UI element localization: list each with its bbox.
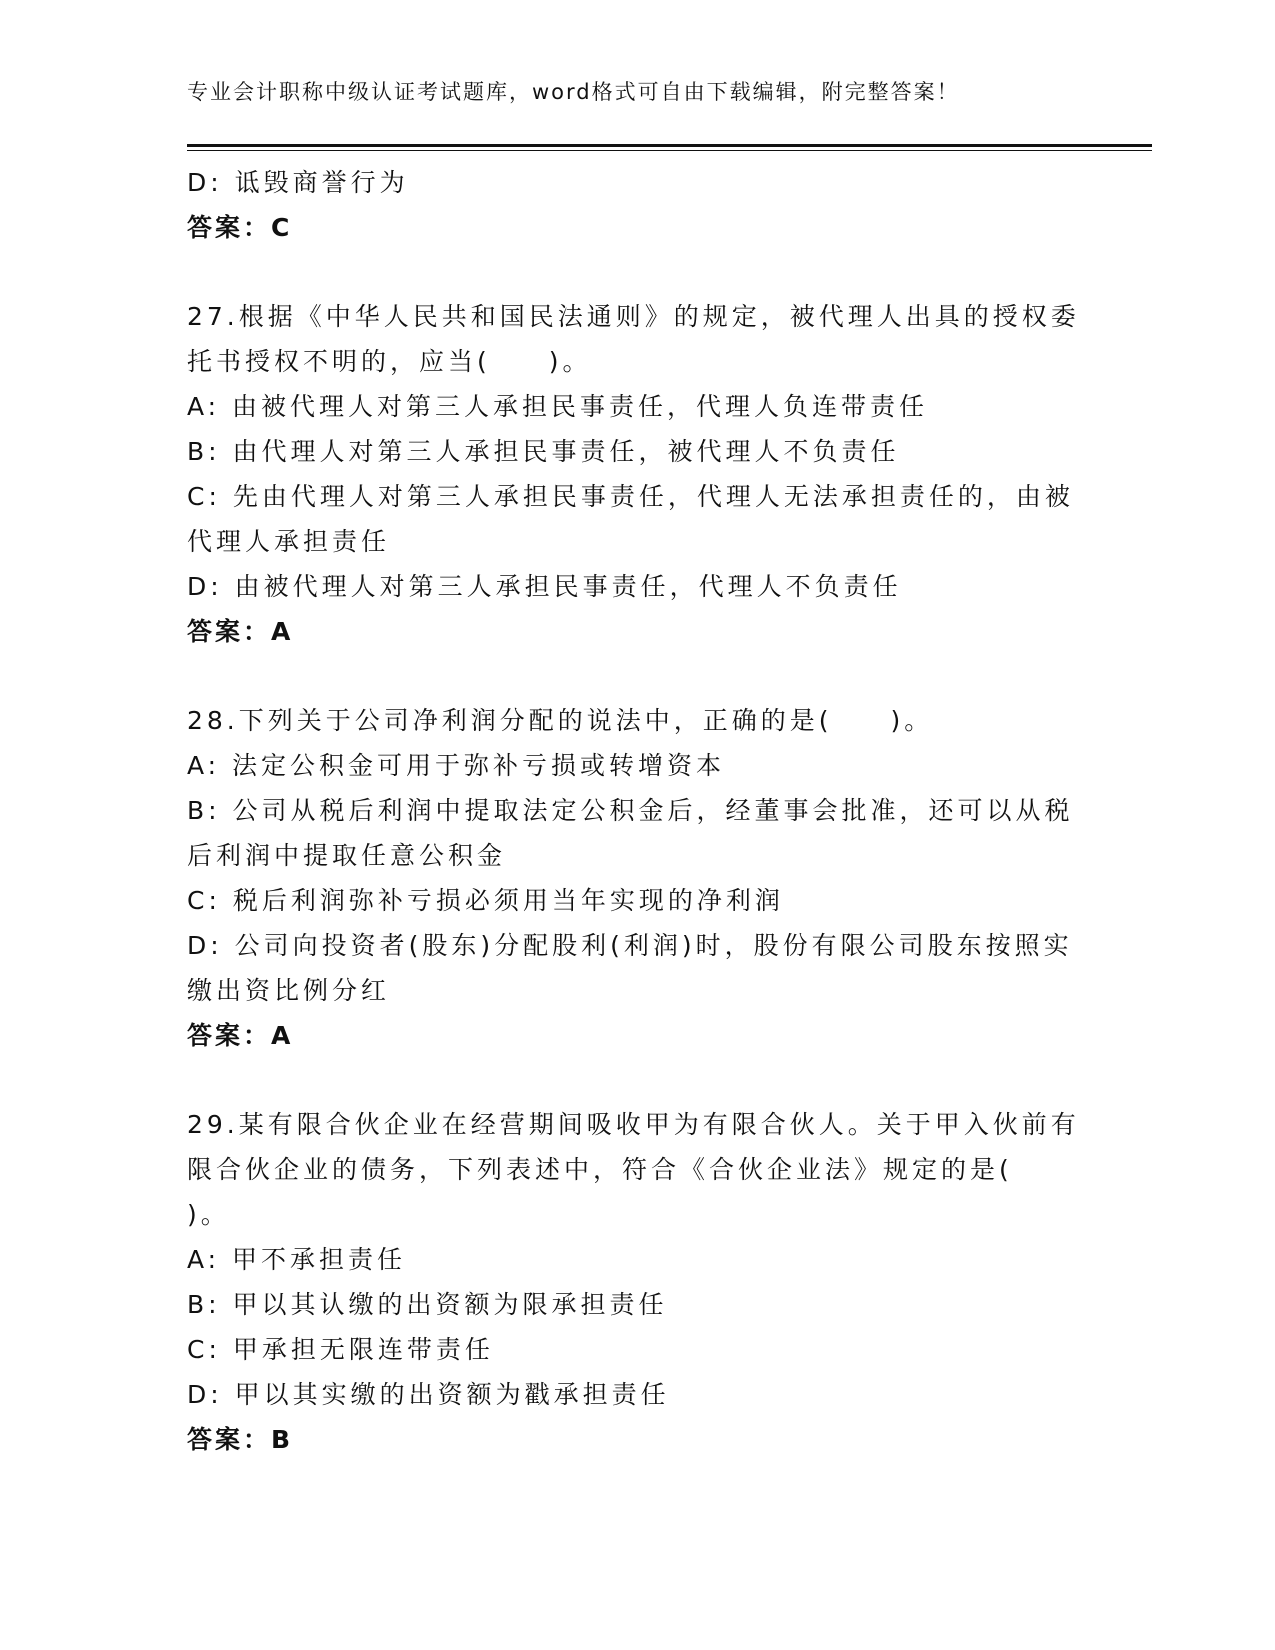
question-block xyxy=(187,294,1080,654)
block-gap xyxy=(187,654,1067,698)
question-content xyxy=(187,160,1080,1462)
option-line: 后利润中提取任意公积金 xyxy=(187,841,507,870)
answer-line: 答案：A xyxy=(187,617,294,646)
option-line: A: 法定公积金可用于弥补亏损或转增资本 xyxy=(187,751,726,780)
option-line: B: 甲以其认缴的出资额为限承担责任 xyxy=(187,1290,668,1319)
option-line: A: 甲不承担责任 xyxy=(187,1245,407,1274)
question-stem: )。 xyxy=(187,1200,230,1229)
question-stem: 托书授权不明的，应当( )。 xyxy=(187,347,592,376)
option-line: 代理人承担责任 xyxy=(187,527,391,556)
question-block xyxy=(187,1102,1080,1462)
block-gap xyxy=(187,1058,1067,1102)
question-stem: 27.根据《中华人民共和国民法通则》的规定，被代理人出具的授权委 xyxy=(187,302,1080,331)
header-rule-thick xyxy=(187,144,1152,147)
option-line: C: 税后利润弥补亏损必须用当年实现的净利润 xyxy=(187,886,784,915)
option-line: D: 由被代理人对第三人承担民事责任，代理人不负责任 xyxy=(187,572,902,601)
answer-line: 答案：C xyxy=(187,213,293,242)
answer-line: 答案：A xyxy=(187,1021,294,1050)
question-stem: 28.下列关于公司净利润分配的说法中，正确的是( )。 xyxy=(187,706,934,735)
question-stem: 限合伙企业的债务，下列表述中，符合《合伙企业法》规定的是( xyxy=(187,1155,1013,1184)
option-line: D: 甲以其实缴的出资额为戳承担责任 xyxy=(187,1380,670,1409)
option-line: D: 诋毁商誉行为 xyxy=(187,168,409,197)
option-line: B: 公司从税后利润中提取法定公积金后，经董事会批准，还可以从税 xyxy=(187,796,1074,825)
option-line: C: 先由代理人对第三人承担民事责任，代理人无法承担责任的，由被 xyxy=(187,482,1074,511)
block-gap xyxy=(187,250,1067,294)
question-block xyxy=(187,698,1074,1058)
option-line: D: 公司向投资者(股东)分配股利(利润)时，股份有限公司股东按照实 xyxy=(187,931,1073,960)
option-line: B: 由代理人对第三人承担民事责任，被代理人不负责任 xyxy=(187,437,900,466)
header-rule-thin xyxy=(187,150,1152,151)
question-block xyxy=(187,160,1067,250)
question-stem: 29.某有限合伙企业在经营期间吸收甲为有限合伙人。关于甲入伙前有 xyxy=(187,1110,1080,1139)
option-line: A: 由被代理人对第三人承担民事责任，代理人负连带责任 xyxy=(187,392,929,421)
option-line: 缴出资比例分红 xyxy=(187,976,391,1005)
answer-line: 答案：B xyxy=(187,1425,294,1454)
page-header: 专业会计职称中级认证考试题库，word格式可自由下载编辑，附完整答案！ xyxy=(187,80,960,104)
option-line: C: 甲承担无限连带责任 xyxy=(187,1335,494,1364)
